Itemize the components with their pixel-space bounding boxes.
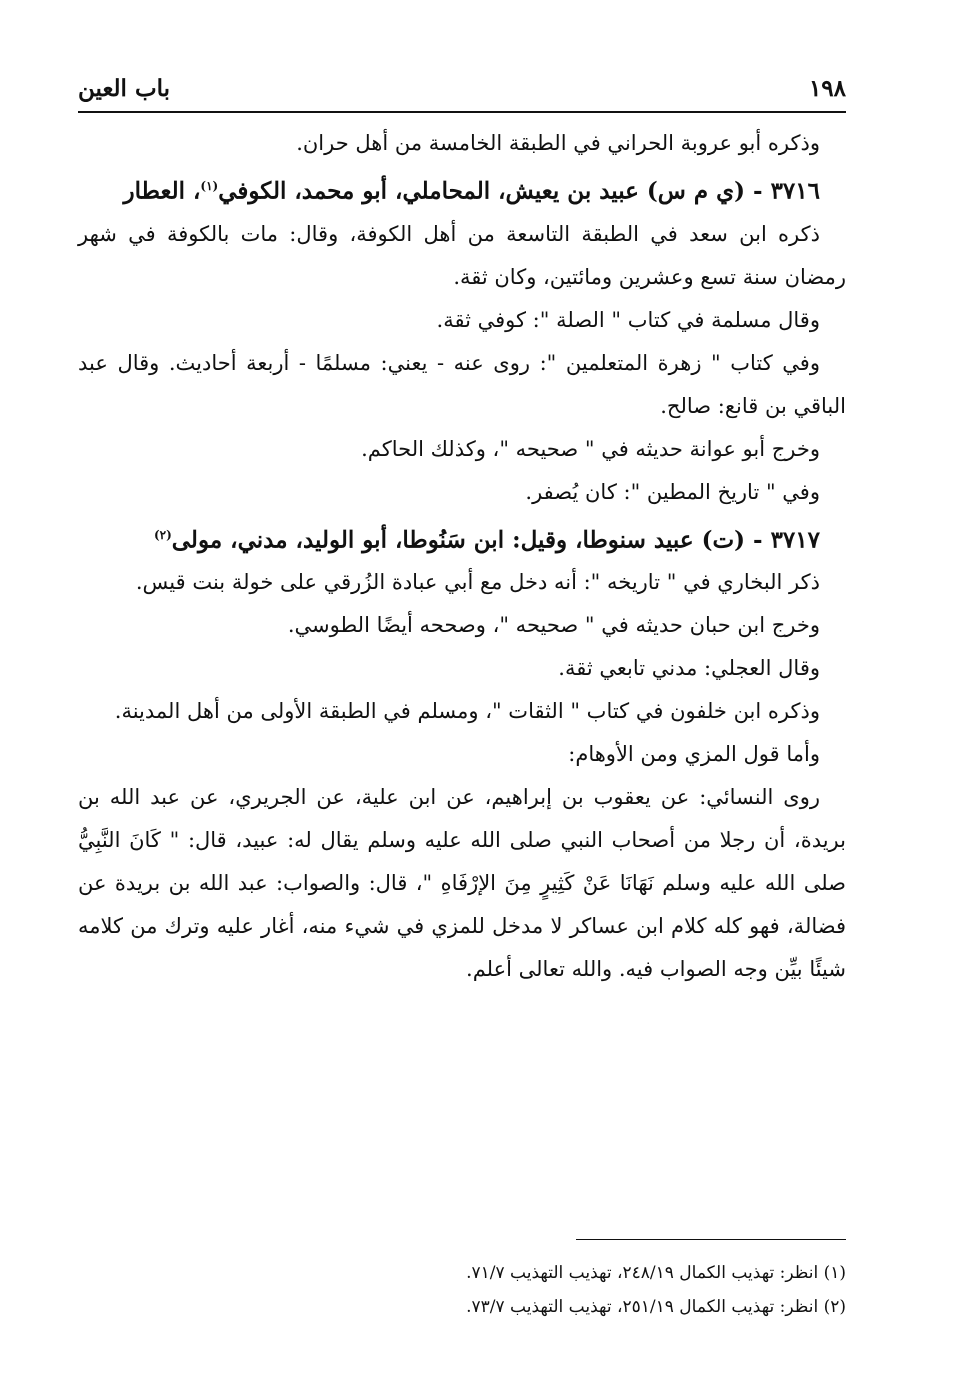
paragraph: ذكر البخاري في " تاريخه ": أنه دخل مع أبي عبادة الزُرقي على خولة بنت قيس. (135, 570, 820, 595)
footnotes (78, 1256, 846, 1324)
entry-heading-text: ٣٧١٦ - (ي م س) عبيد بن يعيش، المحاملي، أبو محمد، الكوفي (218, 177, 820, 205)
main-text (78, 122, 846, 991)
paragraph: وقال مسلمة في كتاب " الصلة ": كوفي ثقة. (436, 307, 820, 332)
footnote-ref: (٢) (153, 527, 172, 542)
page-header (78, 68, 846, 108)
paragraph: وأما قول المزي ومن الأوهام: (568, 742, 820, 767)
paragraph: وقال العجلي: مدني تابعي ثقة. (558, 656, 820, 681)
paragraph: وذكره أبو عروبة الحراني في الطبقة الخامسة من أهل حران. (296, 131, 820, 155)
entry-heading-3717 (78, 514, 846, 562)
footnote-separator (576, 1239, 846, 1240)
chapter-title: باب العين (78, 74, 171, 102)
paragraph: ذكره ابن سعد في الطبقة التاسعة من أهل الكوفة، وقال: مات بالكوفة في شهر رمضان سنة تسع وعشرين ومائتين، وكان ثقة. (78, 221, 846, 289)
paragraph: روى النسائي: عن يعقوب بن إبراهيم، عن ابن علية، عن الجريري، عن عبد الله بن بريدة، أن رجلا من أصحاب النبي صلى الله عليه وسلم يقال له: عبيد، قال: " كَانَ النَّبِيُّ صلى الله عليه وسلم نَهَانَا عَنْ كَثِيرٍ مِنَ الإرْفَاهِ "، قال: والصواب: عبد الله بن بريدة عن فضالة، فهو كله كلام ابن عساكر لا مدخل للمزي في شيء منه، أغار عليه وترك من كلامه شيئًا بيِّن وجه الصواب فيه. والله تعالى أعلم. (78, 785, 846, 982)
footnote-ref: (١) (200, 179, 219, 193)
footnote-1: (١) انظر: تهذيب الكمال ٢٤٨/١٩، تهذيب التهذيب ٧١/٧. (466, 1263, 846, 1283)
paragraph: وفي كتاب " زهرة المتعلمين ": روى عنه - يعني: مسلمًا - أربعة أحاديث. وقال عبد الباقي بن قانع: صالح. (78, 350, 846, 418)
footnote-2: (٢) انظر: تهذيب الكمال ٢٥١/١٩، تهذيب التهذيب ٧٣/٧. (466, 1297, 846, 1317)
entry-heading-text: ٣٧١٧ - (ت) عبيد سنوطا، وقيل: ابن سَنُوطا، أبو الوليد، مدني، مولى (171, 526, 820, 554)
paragraph: وخرج ابن حبان حديثه في " صحيحه "، وصححه أيضًا الطوسي. (287, 613, 820, 638)
header-rule (78, 111, 846, 113)
paragraph: وفي " تاريخ المطين ": كان يُصفر. (525, 479, 820, 504)
paragraph: وخرج أبو عوانة حديثه في " صحيحه "، وكذلك الحاكم. (361, 436, 820, 461)
entry-heading-tail: ، العطار (123, 177, 201, 205)
entry-heading-3716 (78, 165, 846, 213)
paragraph: وذكره ابن خلفون في كتاب " الثقات "، ومسلم في الطبقة الأولى من أهل المدينة. (114, 699, 820, 724)
page-number: ١٩٨ (808, 74, 846, 102)
